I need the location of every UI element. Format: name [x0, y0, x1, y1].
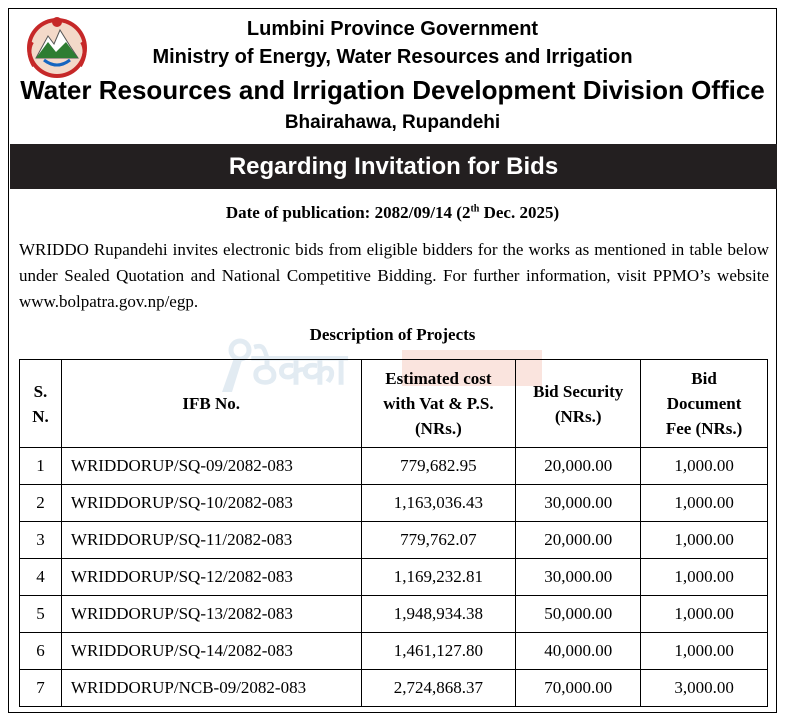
publication-date: Date of publication: 2082/09/14 (2th Dec. 2025) [225, 203, 560, 222]
security-cell: 50,000.00 [516, 596, 641, 633]
table-row [20, 596, 768, 633]
cost-cell: 2,724,868.37 [361, 670, 516, 707]
table-row [20, 448, 768, 485]
fee-cell: 1,000.00 [641, 448, 768, 485]
cost-cell: 1,948,934.38 [361, 596, 516, 633]
sn-header: S. N. [20, 360, 62, 448]
table-row [20, 485, 768, 522]
sn-cell: 5 [20, 596, 62, 633]
cost-cell: 1,169,232.81 [361, 559, 516, 596]
fee-cell: 1,000.00 [641, 559, 768, 596]
projects-table [19, 359, 768, 707]
office-name: Water Resources and Irrigation Development Division Office [20, 75, 765, 105]
office-location: Bhairahawa, Rupandehi [284, 112, 501, 133]
cost-header: Estimated cost with Vat & P.S. (NRs.) [361, 360, 516, 448]
ifb-cell: WRIDDORUP/SQ-12/2082-083 [61, 559, 361, 596]
cost-cell: 1,461,127.80 [361, 633, 516, 670]
fee-header: Bid Document Fee (NRs.) [641, 360, 768, 448]
security-cell: 30,000.00 [516, 559, 641, 596]
ifb-cell: WRIDDORUP/SQ-14/2082-083 [61, 633, 361, 670]
ifb-header: IFB No. [61, 360, 361, 448]
notice-title-banner: Regarding Invitation for Bids [10, 144, 777, 189]
fee-cell: 1,000.00 [641, 522, 768, 559]
ifb-cell: WRIDDORUP/SQ-13/2082-083 [61, 596, 361, 633]
table-row [20, 522, 768, 559]
fee-cell: 1,000.00 [641, 633, 768, 670]
ifb-cell: WRIDDORUP/SQ-09/2082-083 [61, 448, 361, 485]
security-cell: 40,000.00 [516, 633, 641, 670]
fee-cell: 1,000.00 [641, 485, 768, 522]
table-row [20, 633, 768, 670]
sn-cell: 1 [20, 448, 62, 485]
watermark-text: ठेक्का [252, 344, 347, 395]
cost-cell: 779,762.07 [361, 522, 516, 559]
ifb-cell: WRIDDORUP/NCB-09/2082-083 [61, 670, 361, 707]
ifb-cell: WRIDDORUP/SQ-11/2082-083 [61, 522, 361, 559]
table-row [20, 559, 768, 596]
sn-cell: 3 [20, 522, 62, 559]
sn-cell: 6 [20, 633, 62, 670]
security-cell: 20,000.00 [516, 522, 641, 559]
security-cell: 30,000.00 [516, 485, 641, 522]
security-header: Bid Security (NRs.) [516, 360, 641, 448]
sn-cell: 2 [20, 485, 62, 522]
province-name: Lumbini Province Government [246, 18, 539, 40]
security-cell: 70,000.00 [516, 670, 641, 707]
sn-cell: 4 [20, 559, 62, 596]
projects-title: Description of Projects [309, 325, 476, 344]
table-header-row [20, 360, 768, 448]
fee-cell: 3,000.00 [641, 670, 768, 707]
sn-cell: 7 [20, 670, 62, 707]
ifb-cell: WRIDDORUP/SQ-10/2082-083 [61, 485, 361, 522]
cost-cell: 779,682.95 [361, 448, 516, 485]
ministry-name: Ministry of Energy, Water Resources and Irrigation [152, 46, 633, 68]
cost-cell: 1,163,036.43 [361, 485, 516, 522]
intro-paragraph: WRIDDO Rupandehi invites electronic bids from eligible bidders for the works as mentioned in table below under Sealed Quotation and National Competitive Bidding. For further information, visit PPMO’s website www.bolpatra.gov.np/egp. [19, 240, 769, 311]
table-row [20, 670, 768, 707]
fee-cell: 1,000.00 [641, 596, 768, 633]
security-cell: 20,000.00 [516, 448, 641, 485]
